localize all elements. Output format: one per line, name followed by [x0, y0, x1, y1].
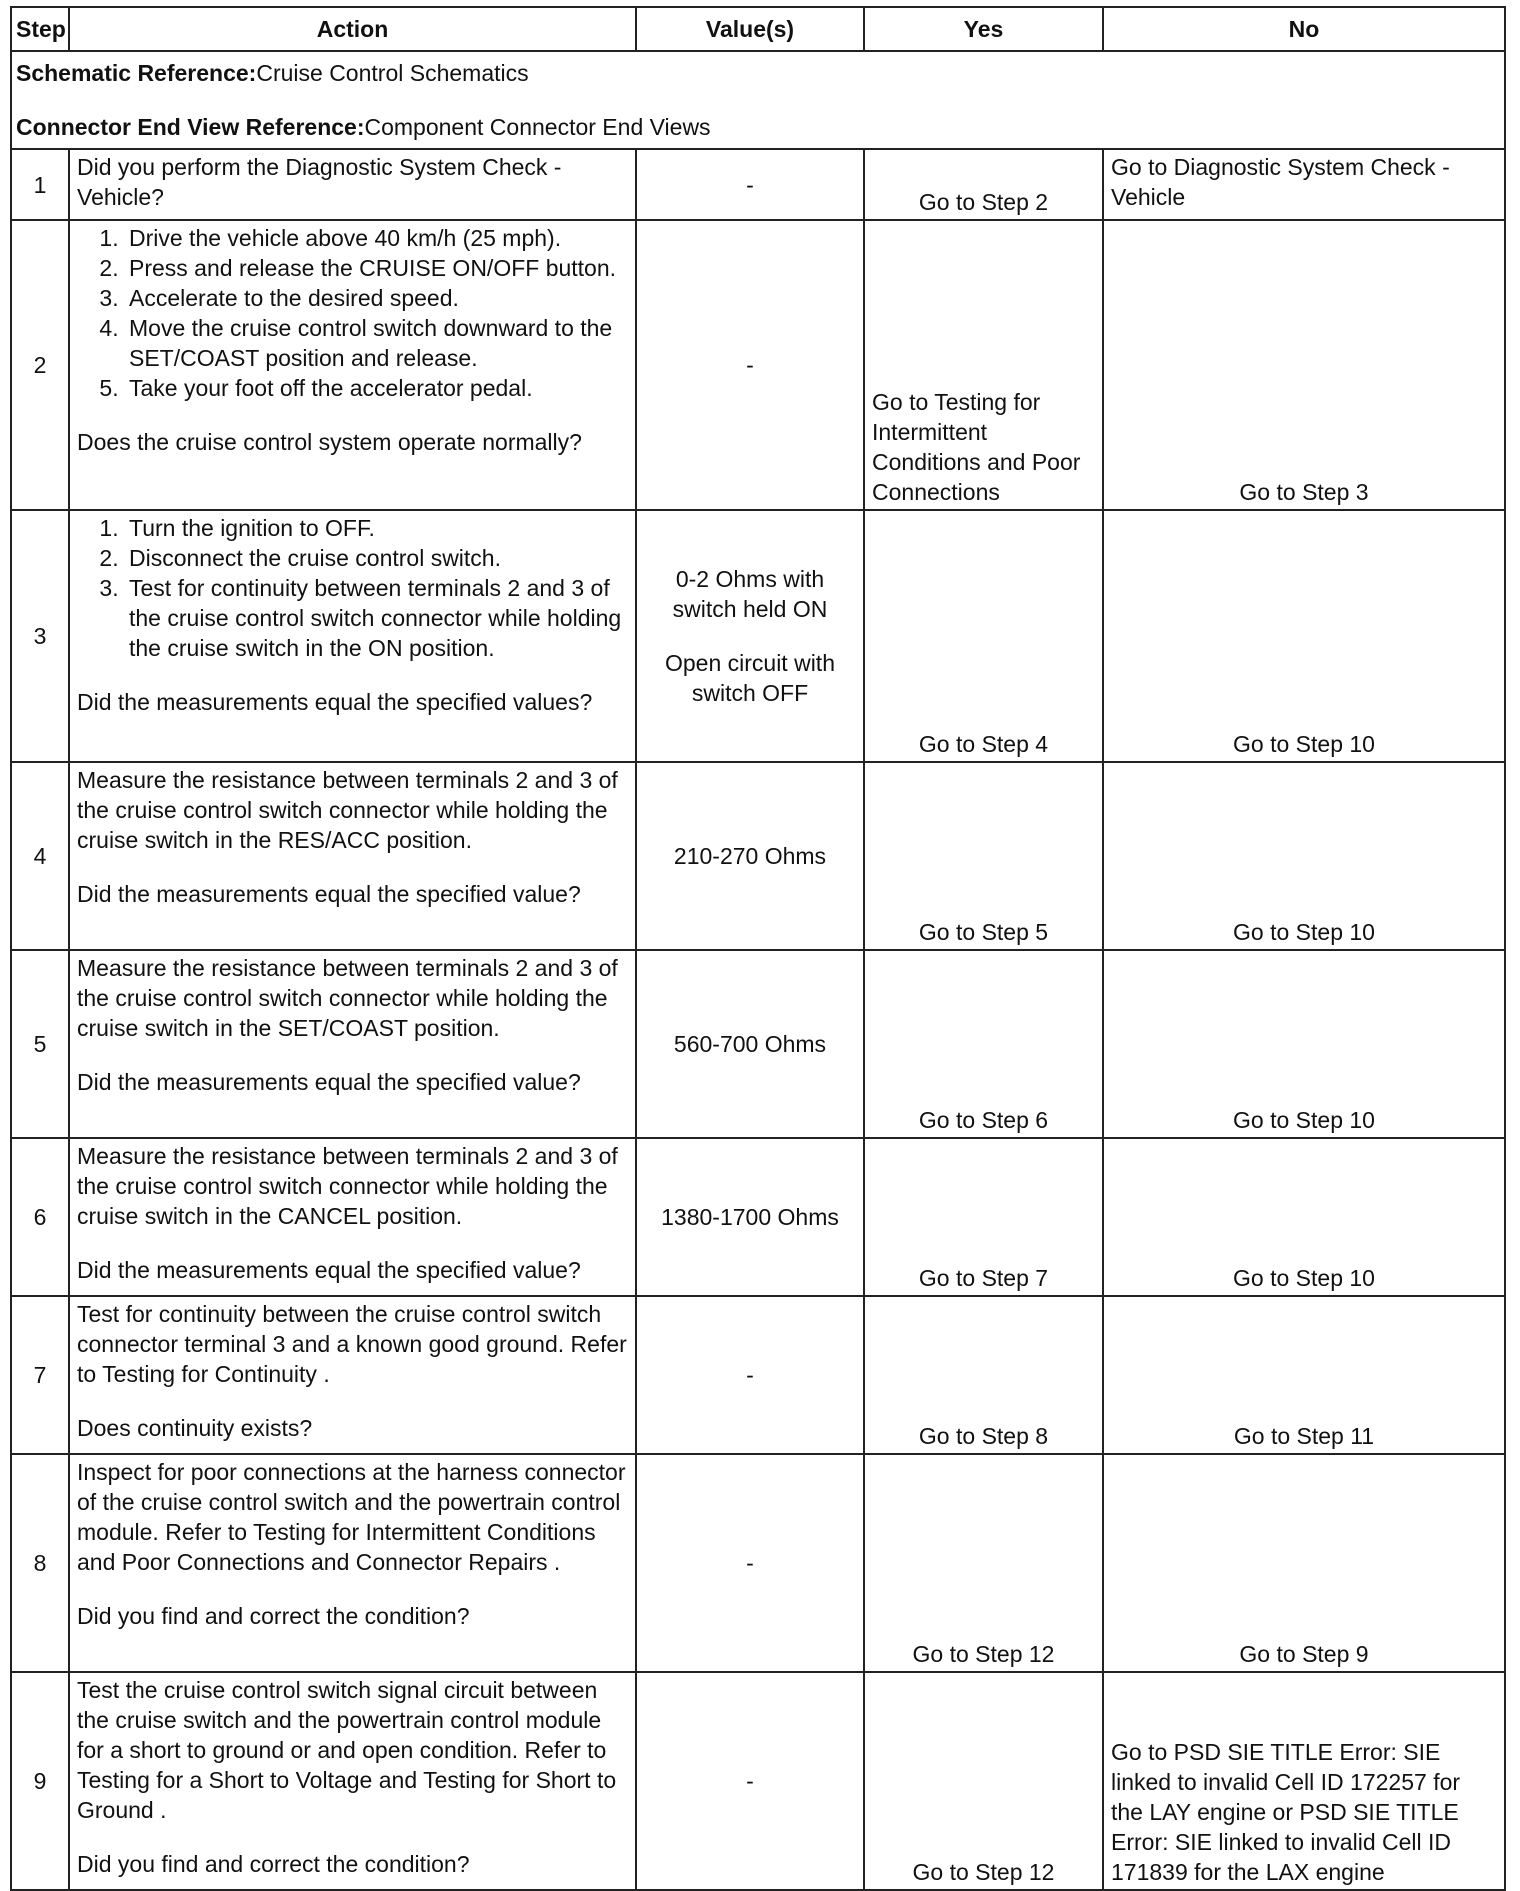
step-number: 3 — [11, 510, 69, 762]
reference-cell — [11, 51, 1505, 149]
value-cell — [636, 510, 864, 762]
schematic-reference-value: Cruise Control Schematics — [256, 60, 529, 86]
action-cell — [69, 762, 636, 950]
no-cell: Go to Step 10 — [1103, 762, 1505, 950]
value-cell: 1380-1700 Ohms — [636, 1138, 864, 1296]
step-number: 6 — [11, 1138, 69, 1296]
yes-cell: Go to Step 2 — [864, 149, 1103, 220]
list-item: 2. Press and release the CRUISE ON/OFF button. — [125, 253, 628, 283]
header-values: Value(s) — [636, 7, 864, 51]
value-cell: 210-270 Ohms — [636, 762, 864, 950]
action-text: Measure the resistance between terminals 2 and 3 of the cruise control switch connector while holding the cruise switch in the RES/ACC position. — [77, 767, 618, 853]
list-item: 1. Turn the ignition to OFF. — [125, 513, 628, 543]
value-cell: - — [636, 149, 864, 220]
connector-reference — [16, 112, 1500, 142]
header-step: Step — [11, 7, 69, 51]
action-cell: Did you perform the Diagnostic System Check - Vehicle? — [69, 149, 636, 220]
step-number: 2 — [11, 220, 69, 510]
value-cell: - — [636, 1296, 864, 1454]
no-cell: Go to PSD SIE TITLE Error: SIE linked to invalid Cell ID 172257 for the LAY engine or PSD SIE TITLE Error: SIE linked to invalid Cell ID 171839 for the LAX engine — [1103, 1672, 1505, 1890]
no-cell: Go to Step 10 — [1103, 1138, 1505, 1296]
yes-cell: Go to Step 5 — [864, 762, 1103, 950]
table-row — [11, 149, 1505, 220]
table-row — [11, 1296, 1505, 1454]
value-cell: - — [636, 1454, 864, 1672]
action-text: Measure the resistance between terminals 2 and 3 of the cruise control switch connector while holding the cruise switch in the SET/COAST position. — [77, 955, 618, 1041]
table-row — [11, 1454, 1505, 1672]
header-no: No — [1103, 7, 1505, 51]
yes-cell: Go to Step 12 — [864, 1672, 1103, 1890]
value-cell: 560-700 Ohms — [636, 950, 864, 1138]
no-cell: Go to Step 10 — [1103, 950, 1505, 1138]
action-question: Did you find and correct the condition? — [77, 1603, 470, 1629]
action-steps-list — [77, 223, 628, 403]
step-number: 9 — [11, 1672, 69, 1890]
step-number: 4 — [11, 762, 69, 950]
no-cell: Go to Step 3 — [1103, 220, 1505, 510]
table-row — [11, 762, 1505, 950]
connector-reference-label: Connector End View Reference: — [16, 114, 365, 140]
yes-cell: Go to Step 4 — [864, 510, 1103, 762]
action-text: Test the cruise control switch signal circuit between the cruise switch and the powertrain control module for a short to ground or and open condition. Refer to Testing for a Short to Voltage and Testing for Short to Ground . — [77, 1677, 617, 1823]
action-steps-list — [77, 513, 628, 663]
yes-cell: Go to Step 12 — [864, 1454, 1103, 1672]
no-cell: Go to Step 10 — [1103, 510, 1505, 762]
action-question: Did the measurements equal the specified value? — [77, 1257, 581, 1283]
step-number: 8 — [11, 1454, 69, 1672]
table-row — [11, 1138, 1505, 1296]
table-row — [11, 1672, 1505, 1890]
header-action: Action — [69, 7, 636, 51]
connector-reference-value: Component Connector End Views — [364, 114, 711, 140]
list-item: 4. Move the cruise control switch downward to the SET/COAST position and release. — [125, 313, 628, 373]
action-question: Did the measurements equal the specified value? — [77, 1069, 581, 1095]
yes-cell: Go to Step 8 — [864, 1296, 1103, 1454]
list-item: 1. Drive the vehicle above 40 km/h (25 mph). — [125, 223, 628, 253]
action-text: Measure the resistance between terminals 2 and 3 of the cruise control switch connector while holding the cruise switch in the CANCEL position. — [77, 1143, 618, 1229]
action-question: Does the cruise control system operate normally? — [77, 429, 582, 455]
schematic-reference — [16, 58, 1500, 88]
action-cell — [69, 1672, 636, 1890]
no-cell: Go to Step 11 — [1103, 1296, 1505, 1454]
diagnostic-table — [10, 6, 1506, 1891]
step-number: 7 — [11, 1296, 69, 1454]
diagnostic-table-sheet — [10, 6, 1504, 1891]
step-number: 5 — [11, 950, 69, 1138]
list-item: 5. Take your foot off the accelerator pedal. — [125, 373, 628, 403]
action-cell — [69, 950, 636, 1138]
header-row — [11, 7, 1505, 51]
step-number: 1 — [11, 149, 69, 220]
action-question: Did the measurements equal the specified values? — [77, 689, 593, 715]
table-row — [11, 510, 1505, 762]
value-on: 0-2 Ohms with switch held ON — [672, 566, 828, 622]
action-cell — [69, 220, 636, 510]
action-cell — [69, 510, 636, 762]
yes-cell: Go to Step 7 — [864, 1138, 1103, 1296]
list-item: 3. Accelerate to the desired speed. — [125, 283, 628, 313]
action-question: Does continuity exists? — [77, 1415, 313, 1441]
action-question: Did the measurements equal the specified value? — [77, 881, 581, 907]
action-cell — [69, 1296, 636, 1454]
action-cell — [69, 1138, 636, 1296]
value-cell: - — [636, 220, 864, 510]
list-item: 2. Disconnect the cruise control switch. — [125, 543, 628, 573]
value-off: Open circuit with switch OFF — [664, 650, 835, 706]
value-cell: - — [636, 1672, 864, 1890]
table-row — [11, 220, 1505, 510]
yes-cell: Go to Testing for Intermittent Conditions and Poor Connections — [864, 220, 1103, 510]
action-text: Inspect for poor connections at the harness connector of the cruise control switch and the powertrain control module. Refer to Testing for Intermittent Conditions and Poor Connections and Connector Repairs . — [77, 1459, 626, 1575]
table-row — [11, 950, 1505, 1138]
schematic-reference-label: Schematic Reference: — [16, 60, 257, 86]
yes-cell: Go to Step 6 — [864, 950, 1103, 1138]
reference-row — [11, 51, 1505, 149]
action-question: Did you find and correct the condition? — [77, 1851, 470, 1877]
action-cell — [69, 1454, 636, 1672]
no-cell: Go to Step 9 — [1103, 1454, 1505, 1672]
list-item: 3. Test for continuity between terminals 2 and 3 of the cruise control switch connector while holding the cruise switch in the ON position. — [125, 573, 628, 663]
header-yes: Yes — [864, 7, 1103, 51]
action-text: Test for continuity between the cruise control switch connector terminal 3 and a known good ground. Refer to Testing for Continuity . — [77, 1301, 627, 1387]
no-cell: Go to Diagnostic System Check - Vehicle — [1103, 149, 1505, 220]
